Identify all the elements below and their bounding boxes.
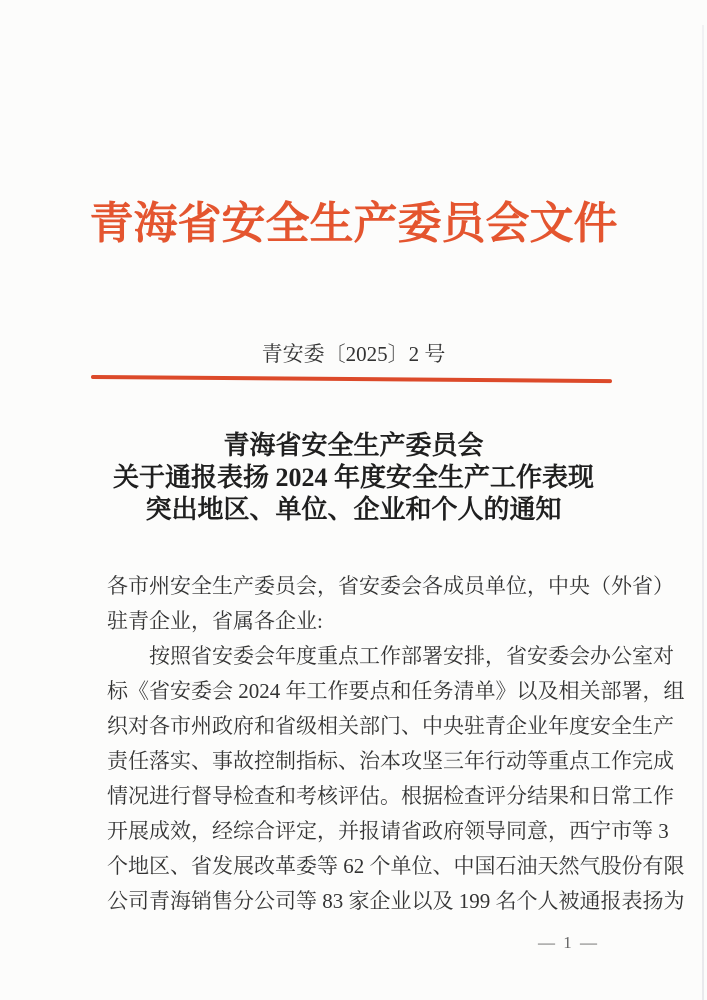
paragraph-line-5: 情况进行督导检查和考核评估。根据检查评分结果和日常工作 <box>107 784 674 808</box>
notice-body <box>107 569 685 919</box>
paragraph-line-8: 公司青海销售分公司等 83 家企业以及 199 名个人被通报表扬为 <box>107 889 685 913</box>
paragraph-line-2: 标《省安委会 2024 年工作要点和任务清单》以及相关部署，组 <box>107 679 685 703</box>
notice-title <box>0 430 707 526</box>
notice-title-line-1: 青海省安全生产委员会 <box>223 431 484 460</box>
document-number: 青安委〔2025〕2 号 <box>261 342 446 366</box>
notice-title-line-2: 关于通报表扬 2024 年度安全生产工作表现 <box>112 463 594 492</box>
page-number: — 1 — <box>538 933 599 952</box>
salutation-line-1: 各市州安全生产委员会，省安委会各成员单位，中央（外省） <box>107 574 674 598</box>
paragraph-line-3: 织对各市州政府和省级相关部门、中央驻青企业年度安全生产 <box>107 714 674 738</box>
paragraph-line-4: 责任落实、事故控制指标、治本攻坚三年行动等重点工作完成 <box>107 749 674 773</box>
notice-title-line-3: 突出地区、单位、企业和个人的通知 <box>145 495 562 524</box>
paper-edge <box>702 25 704 1000</box>
paragraph-line-6: 开展成效，经综合评定，并报请省政府领导同意，西宁市等 3 <box>107 819 669 843</box>
red-divider-line <box>91 375 612 383</box>
document-header-title: 青海省安全生产委员会文件 <box>89 199 618 248</box>
paragraph-line-1: 按照省安委会年度重点工作部署安排，省安委会办公室对 <box>149 644 674 668</box>
paragraph-line-7: 个地区、省发展改革委等 62 个单位、中国石油天然气股份有限 <box>107 854 685 878</box>
salutation-line-2: 驻青企业，省属各企业: <box>107 609 323 633</box>
